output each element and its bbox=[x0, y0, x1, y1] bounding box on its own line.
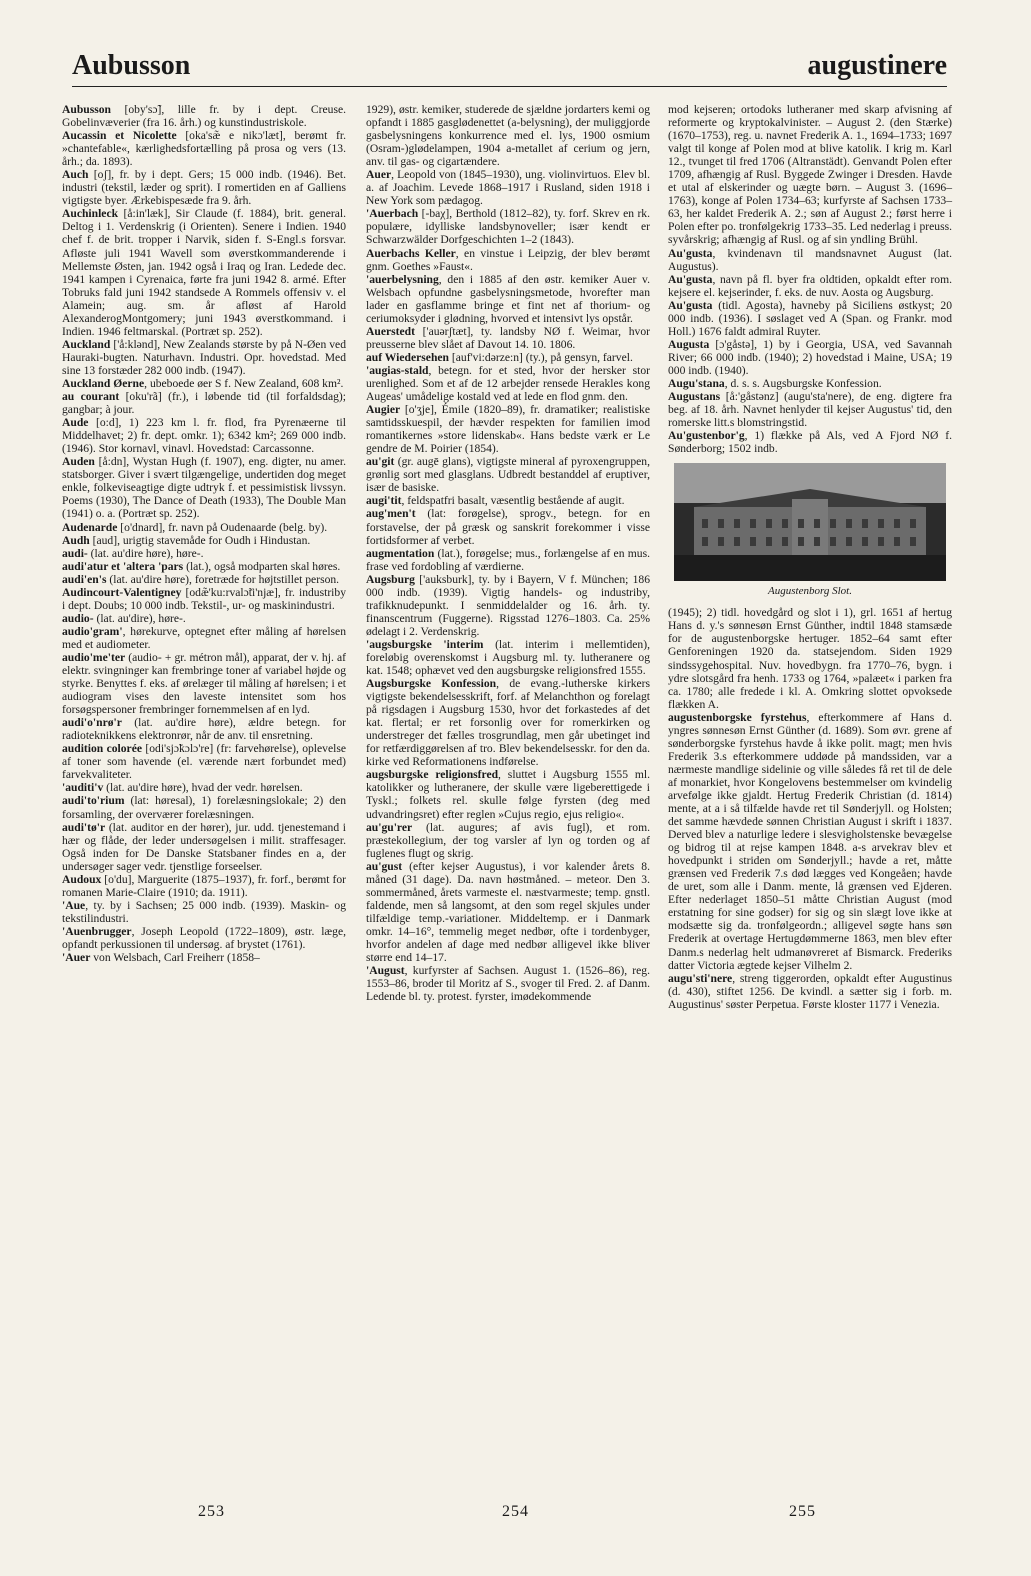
entry-headword: augu'sti'nere bbox=[668, 971, 733, 985]
entry-headword: 'Aue bbox=[62, 898, 86, 912]
dictionary-entry bbox=[62, 560, 346, 573]
entry-headword: augi'tit bbox=[366, 494, 402, 508]
dictionary-entry bbox=[62, 821, 346, 873]
dictionary-entry bbox=[668, 299, 952, 338]
entry-text: , navn på fl. byer fra oldtiden, opkaldt efter rom. kejsere el. kejserinder, f. eks. de nuv. Aosta og Augsburg. bbox=[668, 272, 952, 299]
entry-text: , de evang.-lutherske kirkers vigtigste bekendelsesskrift, forf. af Melanchthon og forelagt på rigsdagen i Augsburg 1530, hvor det forkastedes af det kat. flertal; er ret forsonlig over for romerkirken og understreger det fælles trosgrundlag, men går ubetinget ind for retfærdiggørelsen af tro. Blev bekendelsesskr. for den da. kirke ved Reformationens indførelse. bbox=[366, 677, 651, 769]
entry-text: [aud], urigtig stavemåde for Oudh i Hindustan. bbox=[89, 533, 311, 547]
dictionary-entry bbox=[62, 794, 346, 820]
entry-text: [å:in'læk], Sir Claude (f. 1884), brit. general. Deltog i 1. Verdenskrig (i Orienten). Senere i Indien. 1940 chef f. de brit. tropper i Narvik, siden f. S-Engl.s forsvar. Afløste juli 1941 Wavell som øverstkommanderende i Mellemste Østen, jan. 1942 også i Iraq og Iran. Ledede dec. 1941 kampen i Cyrenaica, førte fra juni 1942 8. armé. Efter Tobruks fald juni 1942 standsede A Rommels offensiv v. el Alamein; aug. sm. år afløst af Harold AlexanderogMontgomery; juni 1943 øverstkommand. i Indien. 1946 feltmarskal. (Portræt sp. 252). bbox=[62, 207, 346, 338]
dictionary-entry bbox=[366, 860, 650, 964]
dictionary-entry bbox=[62, 612, 346, 625]
dictionary-entry bbox=[366, 403, 650, 455]
dictionary-entry bbox=[366, 677, 650, 768]
entry-headword: 'auerbelysning bbox=[366, 272, 439, 286]
entry-headword: Augustans bbox=[668, 390, 721, 404]
dictionary-entry bbox=[366, 351, 650, 364]
entry-headword: au'gust bbox=[366, 859, 403, 873]
dictionary-entry bbox=[62, 651, 346, 716]
entry-headword: Augsburgske Konfession bbox=[366, 677, 497, 691]
entry-headword: augmentation bbox=[366, 546, 435, 560]
entry-headword: Aucassin et Nicolette bbox=[62, 129, 177, 143]
entry-headword: Audenarde bbox=[62, 520, 118, 534]
entry-text: , en vinstue i Leipzig, der blev berømt gnm. Goethes »Faust«. bbox=[366, 246, 650, 273]
dictionary-entry bbox=[62, 873, 346, 899]
entry-headword: 'augias-stald bbox=[366, 363, 429, 377]
entry-text: [å:'gåstənz] (augu'sta'nere), de eng. digtere fra beg. af 18. årh. Navnet henlyder til kejser Augustus' tid, den romerske litt.s blomstringstid. bbox=[668, 390, 952, 430]
entry-headword: 'August bbox=[366, 964, 405, 978]
dictionary-entry bbox=[62, 129, 346, 168]
entry-text: [oʃ], fr. by i dept. Gers; 15 000 indb. (1946). Bet. industri (tekstil, læder og sprit). I romertiden en af Galliens vigtigste byer. Ærkebispesæde fra 9. årh. bbox=[62, 168, 346, 208]
entry-text: (lat. au'dire høre), ældre betegn. for radioteknikkens elektronrør, når de anv. til ensretning. bbox=[62, 716, 346, 743]
entry-text: [ɔ'gåstə], 1) by i Georgia, USA, ved Savannah River; 66 000 indb. (1940); 2) hovedstad i Maine, USA; 19 000 indb. (1940). bbox=[668, 337, 952, 377]
entry-headword: Auden bbox=[62, 455, 95, 469]
entry-text: [oku'rã] (fr.), i løbende tid (til forfaldsdag); gangbar; à jour. bbox=[62, 390, 346, 417]
entry-text: , d. s. s. Augsburgske Konfession. bbox=[724, 376, 882, 390]
entry-headword: audio'gram' bbox=[62, 624, 123, 638]
entry-headword: au'gu'rer bbox=[366, 820, 413, 834]
entry-headword: Augu'stana bbox=[668, 376, 725, 390]
dictionary-entry bbox=[62, 781, 346, 794]
entry-headword: Aude bbox=[62, 416, 89, 430]
dictionary-entry bbox=[366, 455, 650, 494]
entry-text: [o'du], Marguerite (1875–1937), fr. forf., berømt for romanen Marie-Claire (1910; da. 1911). bbox=[62, 872, 346, 899]
entry-headword: audi- bbox=[62, 546, 88, 560]
dictionary-entry bbox=[668, 377, 952, 390]
column-2 bbox=[366, 103, 650, 1003]
entry-text: , den i 1885 af den østr. kemiker Auer v. Welsbach opfundne gasbelysningsmetode, hvorefter man lader en gasflamme bringe et fint net af thorium- og ceriumoksyder i glødning, hvorved et intensivt lys opstår. bbox=[366, 272, 650, 325]
dictionary-entry bbox=[62, 716, 346, 742]
entry-headword: Audincourt-Valentigney bbox=[62, 585, 182, 599]
entry-text: (lat. au'dire høre), hvad der vedr. hørelsen. bbox=[103, 781, 303, 795]
entry-headword: Auch bbox=[62, 168, 89, 182]
entry-headword: audition colorée bbox=[62, 742, 142, 756]
entry-text: (lat. auditor en der hører), jur. udd. tjenestemand i hær og flåde, der leder undersøgelsen i milit. straffesager. Også inden for De Danske Statsbaner findes en a, der undersøger sager vedr. tjenstlige forseelser. bbox=[62, 820, 346, 873]
dictionary-entry bbox=[668, 606, 952, 710]
dictionary-entry bbox=[366, 168, 650, 207]
dictionary-entry bbox=[62, 416, 346, 455]
page-number: 253 bbox=[198, 1503, 225, 1520]
entry-text: (lat. augures; af avis fugl), et rom. præstekollegium, der tog varsler af lyn og torden og af fuglenes flugt og skrig. bbox=[366, 820, 650, 860]
dictionary-entry bbox=[62, 534, 346, 547]
dictionary-entry bbox=[668, 711, 952, 972]
entry-text: 1929), østr. kemiker, studerede de sjældne jordarters kemi og opfandt i 1885 gasglødenettet (a-belysning), der muliggjorde gasbelysningens konkurrence med el. lys, 1900 osmium (Osram-)glødelampen, 1904 a-metallet af cerium og jern, anv. til gas- og cigartændere. bbox=[366, 103, 650, 169]
dictionary-entry bbox=[366, 547, 650, 573]
dictionary-entry bbox=[62, 338, 346, 377]
castle-photo bbox=[674, 463, 946, 581]
entry-text: (gr. augē glans), vigtigste mineral af pyroxengruppen, grønlig sort med glasglans. Udbredt bestanddel af eruptiver, især de basiske. bbox=[366, 455, 650, 495]
entry-text: , efterkommere af Hans d. yngres sønnesøn Ernst Günther (d. 1689). Som øvr. grene af sønderborgske fyrstehus havde å ikke polit. magt; men hvis Frederik 3.s efterkommere uddøde på mandssiden, var a nærmeste mandlige sidelinie og ville således få ret til de dele af monarkiet, hvor Kongelovens bestemmelser om kvindelig arvefølge ikke gjaldt. Hertug Frederik Christian (d. 1814) mente, at a i så tilfælde havde ret til Sønderjyll. og Holsten; det samme hævdede sønnen Christian August i skrift i 1837. Derved blev a naturlige ledere i slesvigholstenske bevægelse og bidrog til at rejse kampen 1848. a-s arvekrav blev et hovedpunkt i striden om Sønderjyll.; havde a ret, måtte grænsen ved Frederik 7.s død lægges ved Kongeåen; havde de uret, som alle i Danm. mente, lå grænsen ved Ejderen. Efter nederlaget 1850–51 måtte Christian August (mod erstatning for sine godser) for sig og sin slægt love ikke at modsætte sig da. tronfølgeordn.; alligevel søgte hans søn Frederik at overtage Hertugdømmerne 1863, men blev efter Danm.s nederlag helt udmanøvreret af Bismarck. Frederiks datter Victoria ægtede kejser Vilhelm 2. bbox=[668, 710, 952, 972]
dictionary-entry bbox=[668, 390, 952, 429]
entry-text: (audio- + gr. métron mål), apparat, der v. hj. af elektr. svingninger kan frembringe toner af variabel højde og styrke. Benyttes f. eks. af ørelæger til måling af hørelsen; i et audiogram vises den laveste intensitet som hos forsøgspersoner frembringer fornemmelsen af en lyd. bbox=[62, 650, 346, 717]
entry-headword: 'augsburgske 'interim bbox=[366, 637, 484, 651]
entry-headword: Audh bbox=[62, 533, 90, 547]
column-3 bbox=[668, 103, 952, 1011]
dictionary-entry bbox=[668, 338, 952, 377]
dictionary-entry bbox=[366, 507, 650, 546]
entry-text: , streng tiggerorden, opkaldt efter Augustinus (d. 430), stiftet 1256. De kvindl. a sætter sig i forb. m. Augustinus' søster Perpetua. Første kloster 1177 i Venezia. bbox=[668, 971, 952, 1011]
dictionary-entry bbox=[366, 494, 650, 507]
entry-headword: aug'men't bbox=[366, 507, 416, 521]
entry-text: , Leopold von (1845–1930), ung. violinvirtuos. Elev bl. a. af Joachim. Levede 1868–1917 i Rusland, siden 1918 i New York som pædagog. bbox=[366, 168, 650, 208]
entry-headword: Auerbachs Keller bbox=[366, 246, 456, 260]
entry-text: (1945); 2) tidl. hovedgård og slot i 1), grl. 1651 af hertug Hans d. y.'s sønnesøn Ernst Günther, indtil 1848 stamsæde for de augustenborgske hertuger. 1852–64 samt efter Genforeningen 1920 da. statsejendom. Siden 1929 sindssygehospital. Nuv. hovedbygn. fra 1770–76, bygn. i ydre slotsgård fra henh. 1733 og 1764, »palæet« i parken fra ca. 1780; alle fredede i kl. A. Omkring slottet opvoksede flækken A. bbox=[668, 606, 952, 711]
entry-headword: Augier bbox=[366, 403, 401, 417]
entry-text: , betegn. for et sted, hvor der hersker stor urenlighed. Som et af de 12 arbejder rensede Herakles kong Augeas' umådelige kostald ved at lede en flod gnm. den. bbox=[366, 363, 650, 404]
entry-text: von Welsbach, Carl Freiherr (1858– bbox=[90, 951, 260, 965]
dictionary-entry bbox=[366, 273, 650, 325]
dictionary-entry bbox=[62, 521, 346, 534]
entry-text: (lat: forøgelse), sprogv., betegn. for en forstavelse, der på græsk og sanskrit forekommer i visse fortidsformer af verbet. bbox=[366, 507, 650, 547]
entry-headword: augsburgske religionsfred bbox=[366, 768, 499, 782]
entry-headword: Au'gustenbor'g bbox=[668, 429, 745, 443]
entry-text: , ubeboede øer S f. New Zealand, 608 km². bbox=[144, 376, 344, 390]
entry-text: [o:d], 1) 223 km l. fr. flod, fra Pyrenæerne til Middelhavet; 2) fr. dept. omkr. 1); 6342 km²; 269 000 indb. (1946). Stor kornavl, vinavl. Hovedstad: Carcassonne. bbox=[62, 416, 346, 456]
dictionary-entry bbox=[366, 247, 650, 273]
dictionary-entry bbox=[62, 547, 346, 560]
dictionary-entry bbox=[62, 573, 346, 586]
entry-headword: au courant bbox=[62, 390, 120, 404]
entry-text: [auf'vi:dərze:n] (ty.), på gensyn, farvel. bbox=[449, 350, 633, 364]
entry-headword: Au'gusta bbox=[668, 246, 713, 260]
dictionary-entry bbox=[668, 103, 952, 247]
dictionary-entry bbox=[668, 247, 952, 273]
column-1 bbox=[62, 103, 346, 964]
entry-headword: Auckland Øerne bbox=[62, 376, 145, 390]
dictionary-entry bbox=[366, 768, 650, 820]
entry-text: , ty. by i Sachsen; 25 000 indb. (1939). Maskin- og tekstilindustri. bbox=[62, 898, 346, 925]
page-number: 254 bbox=[502, 1503, 529, 1520]
dictionary-entry bbox=[366, 638, 650, 677]
entry-headword: 'Auerbach bbox=[366, 207, 419, 221]
entry-text: (lat. au'dire høre), høre-. bbox=[87, 546, 204, 560]
dictionary-entry bbox=[366, 207, 650, 246]
dictionary-entry bbox=[668, 972, 952, 1011]
entry-text: , kurfyrster af Sachsen. August 1. (1526–86), reg. 1553–86, broder til Moritz af S., svoger til Fred. 2. af Danm. Ledende bl. ty. protest. fyrster, imødekommende bbox=[366, 964, 650, 1004]
entry-text: (tidl. Agosta), havneby på Siciliens østkyst; 20 000 indb. (1936). I søslaget ved A (Span. og Frankr. mod Holl.) 1676 faldt admiral Ruyter. bbox=[668, 298, 952, 338]
header-right-word: augustinere bbox=[807, 50, 947, 81]
dictionary-entry bbox=[62, 207, 346, 337]
entry-text: , 1) flække på Als, ved A Fjord NØ f. Sønderborg; 1502 indb. bbox=[668, 429, 952, 456]
entry-text: ['å:klənd], New Zealands største by på N-Øen ved Hauraki-bugten. Naturhavn. Industri. Opr. hovedstad. Med sine 13 forstæder 282 000 indb. (1947). bbox=[62, 337, 346, 377]
entry-headword: audio- bbox=[62, 611, 94, 625]
entry-text: , Joseph Leopold (1722–1809), østr. læge, opfandt perkussionen til undersøg. af brystet (1761). bbox=[62, 924, 346, 951]
entry-text: , sluttet i Augsburg 1555 ml. katolikker og lutheranere, der skulle være ligeberettigede i Tyskl.; folkets rel. skulle følge fyrsten (deg med udvandringsret) efter reglen »Cujus regio, ejus religio«. bbox=[366, 768, 650, 821]
entry-headword: Aubusson bbox=[62, 103, 111, 116]
dictionary-entry bbox=[366, 964, 650, 1003]
dictionary-entry bbox=[62, 377, 346, 390]
entry-text: mod kejseren; ortodoks lutheraner med skarp afvisning af reformerte og kryptokalvinister. – August 2. (den Stærke) (1670–1753), reg. u. navnet Frederik A. 1., 1694–1733; 1697 valgt til konge af Polen mod at blive katolik. I krig m. Karl 12., tvunget til fred 1706 (Altranstädt). Genvandt Polen efter 1709, afhængig af Rusl. Byggede Zwinger i Dresden. Havde et utal af elskerinder og uægte børn. – August 3. (1696–1763), konge af Polen 1734–63; kurfyrste af Sachsen 1733–63, her kaldet Frederik A. 2.; søn af August 2.; først herre i Polen efter po. tronfølgekrig 1733–35. Led nederlag i preuss. syvårskrig; afhængig af Rusl. og af sin yndling Brühl. bbox=[668, 103, 952, 247]
dictionary-entry bbox=[366, 364, 650, 403]
dictionary-entry bbox=[62, 168, 346, 207]
entry-headword: Auchinleck bbox=[62, 207, 119, 221]
entry-text: (lat.), forøgelse; mus., forlængelse af en mus. frase ved fordobling af værdierne. bbox=[366, 546, 650, 573]
dictionary-entry bbox=[366, 325, 650, 351]
dictionary-entry bbox=[668, 429, 952, 455]
entry-headword: audi'tø'r bbox=[62, 820, 106, 834]
entry-text: ['auərʃtæt], ty. landsby NØ f. Weimar, hvor preusserne blev slået af Davout 14. 10. 1806. bbox=[366, 324, 650, 351]
entry-headword: audi'en's bbox=[62, 572, 107, 586]
dictionary-entry bbox=[62, 925, 346, 951]
entry-text: (lat.), også modparten skal høres. bbox=[183, 559, 341, 573]
running-header bbox=[72, 44, 947, 87]
dictionary-entry bbox=[62, 742, 346, 781]
entry-headword: 'auditi'v bbox=[62, 781, 104, 795]
entry-text: [odi'sjɔ̃kɔlɔ're] (fr: farvehørelse), oplevelse af toner som havende (el. værende nært forbundet med) farvekvaliteter. bbox=[62, 742, 346, 782]
page-number: 255 bbox=[789, 1503, 816, 1520]
dictionary-entry bbox=[366, 103, 650, 168]
entry-text: , hørekurve, optegnet efter måling af hørelsen med et audiometer. bbox=[62, 624, 346, 651]
entry-text: (lat. au'dire høre), foretræde for højtstillet person. bbox=[106, 572, 340, 586]
entry-text: [oka'sæ̃ e nikɔ'læt], berømt fr. »chantefable«, kærlighedsfortælling på prosa og vers (13. årh.; da. 1893). bbox=[62, 129, 346, 169]
header-left-word: Aubusson bbox=[72, 50, 191, 81]
dictionary-entry bbox=[62, 899, 346, 925]
entry-text: [o'ʒje], Émile (1820–89), fr. dramatiker; realistiske samtidsskuespil, der hævder respekten for familien imod romantikernes »store lidenskab«. Hans bedste værk er Le gendre de M. Poirier (1854). bbox=[366, 403, 650, 456]
dictionary-entry bbox=[62, 951, 346, 964]
dictionary-entry bbox=[668, 273, 952, 299]
entry-text: (lat. interim i mellemtiden), foreløbig overenskomst i Augsburg ml. ty. lutheranere og kat. 1548; ophævet ved den augsburgske religionsfred 1555. bbox=[366, 637, 650, 678]
entry-headword: audi'to'rium bbox=[62, 794, 125, 808]
entry-headword: auf Wiedersehen bbox=[366, 350, 449, 364]
entry-text: (efter kejser Augustus), i vor kalender årets 8. måned (31 dage). Da. navn høstmåned. – meteor. Den 3. sommermåned, årets varmeste el. næstvarmeste; temp. gnstl. faldende, men så langsomt, at den som regel skjules under tilfældige temp.-variationer. Middeltemp. er i Danmark omkr. 14–16°, temmelig meget nedbør, ofte i tordenbyger, hvorfor andelen af dage med nedbør alligevel ikke bliver større end 14–17. bbox=[366, 859, 650, 965]
entry-headword: Au'gusta bbox=[668, 272, 713, 286]
entry-text: [oby'sɔ̃], lille fr. by i dept. Creuse. Gobelinvæverier (fra 16. årh.) og kunstindustriskole. bbox=[62, 103, 346, 130]
photo-caption: Augustenborg Slot. bbox=[768, 585, 852, 598]
dictionary-entry bbox=[62, 625, 346, 651]
entry-text: , feldspatfri basalt, væsentlig bestående af augit. bbox=[401, 494, 625, 508]
entry-headword: audi'o'nrø'r bbox=[62, 716, 122, 730]
dictionary-entry bbox=[62, 586, 346, 612]
dictionary-entry bbox=[62, 390, 346, 416]
entry-headword: 'Auer bbox=[62, 951, 91, 965]
dictionary-entry bbox=[366, 573, 650, 638]
entry-text: , kvindenavn til mandsnavnet August (lat. Augustus). bbox=[668, 246, 952, 273]
entry-headword: au'git bbox=[366, 455, 395, 469]
entry-text: [å:dn], Wystan Hugh (f. 1907), eng. digter, nu amer. statsborger. Giver i svært tilgængelige, undertiden dog meget enkle, folkeviseagtige digte udtryk f. et pessimistisk livssyn. Poems (1930), The Dance of Death (1933), The Double Man (1941) o. a. (Portræt sp. 252). bbox=[62, 455, 346, 521]
entry-headword: Auer bbox=[366, 168, 392, 182]
dictionary-entry bbox=[62, 103, 346, 129]
entry-headword: Augsburg bbox=[366, 572, 415, 586]
entry-text: [o'dnard], fr. navn på Oudenaarde (belg. by). bbox=[117, 520, 328, 534]
entry-headword: Augusta bbox=[668, 337, 710, 351]
entry-headword: 'Auenbrugger bbox=[62, 924, 132, 938]
dictionary-entry bbox=[366, 821, 650, 860]
entry-headword: augustenborgske fyrstehus bbox=[668, 710, 807, 724]
entry-text: ['auksburk], ty. by i Bayern, V f. München; 186 000 indb. (1939). Vigtig handels- og industriby, trafikknudepunkt. I senmiddelalder og 16. årh. ty. finanscentrum (Fuggerne). Rigsstad 1276–1803. Ca. 25% ødelagt i 2. Verdenskrig. bbox=[366, 572, 650, 638]
entry-text: [odæ̃'ku:rvalɔ̃ti'njæ], fr. industriby i dept. Doubs; 10 000 indb. Tekstil-, ur- og maskinindustri. bbox=[62, 585, 346, 612]
entry-text: [-baχ], Berthold (1812–82), ty. forf. Skrev en rk. populære, idylliske landsbynoveller; især kendt er Schwarzwälder Dorfgeschichten 1–2 (1843). bbox=[366, 207, 650, 247]
entry-headword: Au'gusta bbox=[668, 298, 713, 312]
entry-headword: audio'me'ter bbox=[62, 650, 126, 664]
dictionary-entry bbox=[62, 455, 346, 520]
entry-headword: Auckland bbox=[62, 337, 111, 351]
entry-text: (lat. au'dire), høre-. bbox=[93, 611, 186, 625]
entry-headword: Audoux bbox=[62, 872, 102, 886]
entry-headword: audi'atur et 'altera 'pars bbox=[62, 559, 184, 573]
entry-headword: Auerstedt bbox=[366, 324, 415, 338]
entry-text: (lat: høresal), 1) forelæsningslokale; 2) den forsamling, der overværer forelæsningen. bbox=[62, 794, 346, 821]
